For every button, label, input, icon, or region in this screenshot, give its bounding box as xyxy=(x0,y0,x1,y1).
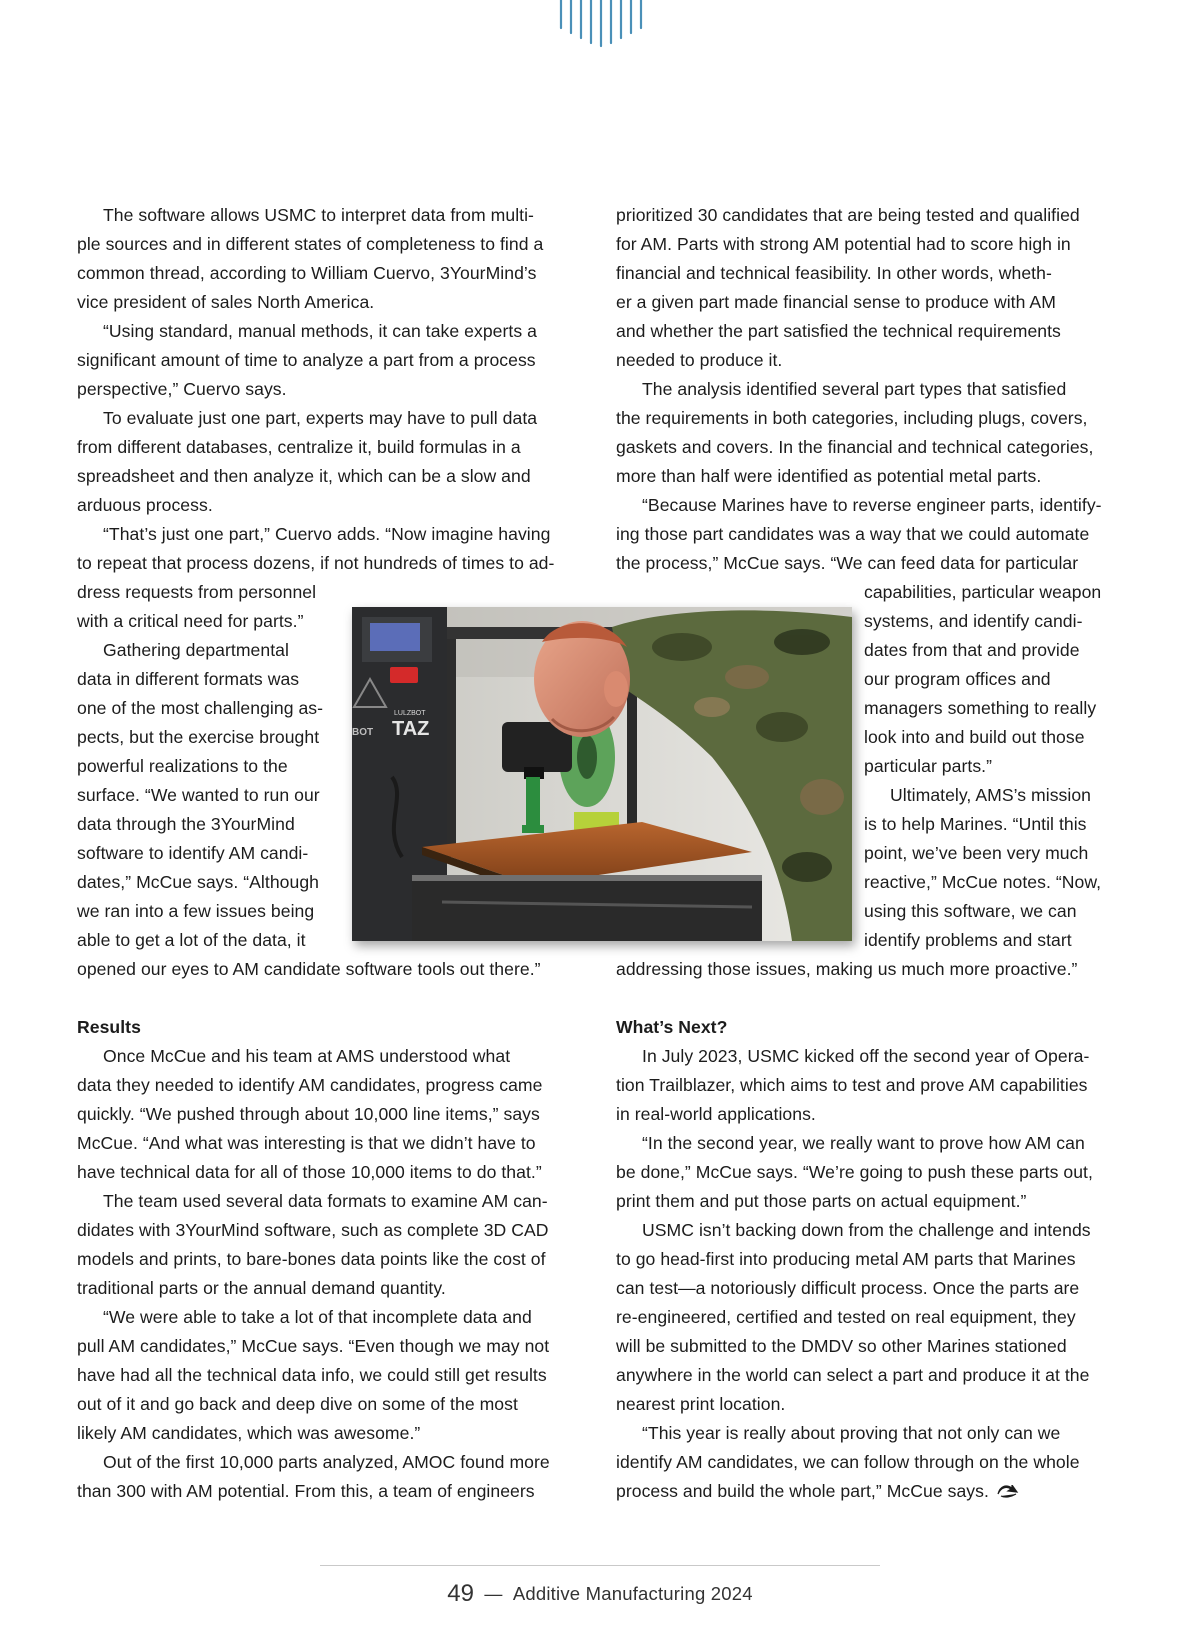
text-line: “Using standard, manual methods, it can take experts a xyxy=(103,321,537,341)
text-line: Gathering departmental xyxy=(103,640,289,660)
section-heading: Results xyxy=(77,1017,141,1037)
text-line: with a critical need for parts.” xyxy=(77,611,304,631)
text-line: is to help Marines. “Until this xyxy=(864,814,1087,834)
text-line: from different databases, centralize it, build formulas in a xyxy=(77,437,521,457)
text-line: needed to produce it. xyxy=(616,350,783,370)
text-line: models and prints, to bare-bones data points like the cost of xyxy=(77,1249,546,1269)
text-line: to go head-first into producing metal AM parts that Marines xyxy=(616,1249,1076,1269)
text-line: in real-world applications. xyxy=(616,1104,816,1124)
text-line: dress requests from personnel xyxy=(77,582,317,602)
text-line: common thread, according to William Cuervo, 3YourMind’s xyxy=(77,263,537,283)
text-line: prioritized 30 candidates that are being tested and qualified xyxy=(616,205,1080,225)
text-line: point, we’ve been very much xyxy=(864,843,1089,863)
footer-divider xyxy=(320,1565,880,1566)
text-line: spreadsheet and then analyze it, which can be a slow and xyxy=(77,466,531,486)
text-line: didates with 3YourMind software, such as complete 3D CAD xyxy=(77,1220,549,1240)
text-line: “This year is really about proving that not only can we xyxy=(642,1423,1061,1443)
text-line: our program offices and xyxy=(864,669,1051,689)
text-line: more than half were identified as potential metal parts. xyxy=(616,466,1042,486)
text-line: Out of the first 10,000 parts analyzed, AMOC found more xyxy=(103,1452,550,1472)
text-line: The analysis identified several part types that satisfied xyxy=(642,379,1067,399)
text-line: perspective,” Cuervo says. xyxy=(77,379,287,399)
text-line: ple sources and in different states of completeness to find a xyxy=(77,234,544,254)
text-line: look into and build out those xyxy=(864,727,1085,747)
text-line: able to get a lot of the data, it xyxy=(77,930,306,950)
text-line: re-engineered, certified and tested on real equipment, they xyxy=(616,1307,1076,1327)
text-line: nearest print location. xyxy=(616,1394,786,1414)
printer-side-label: BOT xyxy=(352,727,374,738)
text-line: than 300 with AM potential. From this, a team of engineers xyxy=(77,1481,535,1501)
page-footer xyxy=(0,1580,1200,1608)
publication-title: Additive Manufacturing 2024 xyxy=(512,1583,753,1604)
text-line: to repeat that process dozens, if not hundreds of times to ad- xyxy=(77,553,555,573)
text-line: using this software, we can xyxy=(864,901,1077,921)
text-line: To evaluate just one part, experts may have to pull data xyxy=(103,408,538,428)
text-line: be done,” McCue says. “We’re going to push these parts out, xyxy=(616,1162,1093,1182)
text-line: dates,” McCue says. “Although xyxy=(77,872,320,892)
text-line: The software allows USMC to interpret data from multi- xyxy=(103,205,534,225)
text-line: anywhere in the world can select a part and produce it at the xyxy=(616,1365,1090,1385)
text-line: er a given part made financial sense to produce with AM xyxy=(616,292,1056,312)
text-line: the requirements in both categories, including plugs, covers, xyxy=(616,408,1088,428)
page-number: 49 xyxy=(447,1580,474,1607)
text-line: Once McCue and his team at AMS understood what xyxy=(103,1046,511,1066)
text-line: quickly. “We pushed through about 10,000 line items,” says xyxy=(77,1104,540,1124)
text-line: data through the 3YourMind xyxy=(77,814,295,834)
text-line: opened our eyes to AM candidate software tools out there.” xyxy=(77,959,541,979)
text-line: can test—a notoriously difficult process. Once the parts are xyxy=(616,1278,1080,1298)
text-line: the process,” McCue says. “We can feed data for particular xyxy=(616,553,1079,573)
header-lines-decoration xyxy=(559,0,643,48)
text-line: data they needed to identify AM candidates, progress came xyxy=(77,1075,543,1095)
text-line: Ultimately, AMS’s mission xyxy=(890,785,1092,805)
text-line: pull AM candidates,” McCue says. “Even though we may not xyxy=(77,1336,550,1356)
text-line: out of it and go back and deep dive on some of the most xyxy=(77,1394,518,1414)
text-line: surface. “We wanted to run our xyxy=(77,785,320,805)
text-line: “We were able to take a lot of that incomplete data and xyxy=(103,1307,532,1327)
text-line: data in different formats was xyxy=(77,669,300,689)
text-line: dates from that and provide xyxy=(864,640,1080,660)
text-line: McCue. “And what was interesting is that we didn’t have to xyxy=(77,1133,536,1153)
text-line: reactive,” McCue notes. “Now, xyxy=(864,872,1102,892)
text-line: traditional parts or the annual demand quantity. xyxy=(77,1278,446,1298)
text-line: ing those part candidates was a way that we could automate xyxy=(616,524,1090,544)
text-line: and whether the part satisfied the technical requirements xyxy=(616,321,1061,341)
text-line: USMC isn’t backing down from the challenge and intends xyxy=(642,1220,1091,1240)
text-line: capabilities, particular weapon xyxy=(864,582,1102,602)
printer-brand-label: LULZBOT xyxy=(394,710,426,717)
text-line: arduous process. xyxy=(77,495,213,515)
text-line: managers something to really xyxy=(864,698,1097,718)
article-photo xyxy=(352,607,852,941)
text-line: print them and put those parts on actual equipment.” xyxy=(616,1191,1027,1211)
section-heading: What’s Next? xyxy=(616,1017,728,1037)
text-line: likely AM candidates, which was awesome.” xyxy=(77,1423,421,1443)
end-of-article-icon xyxy=(997,1485,1019,1499)
text-line: vice president of sales North America. xyxy=(77,292,375,312)
text-line: have had all the technical data info, we could still get results xyxy=(77,1365,547,1385)
text-line: will be submitted to the DMDV so other Marines stationed xyxy=(616,1336,1067,1356)
text-line: powerful realizations to the xyxy=(77,756,288,776)
text-line: identify problems and start xyxy=(864,930,1072,950)
text-line: “Because Marines have to reverse engineer parts, identify- xyxy=(642,495,1102,515)
text-line: gaskets and covers. In the financial and technical categories, xyxy=(616,437,1094,457)
text-line: have technical data for all of those 10,000 items to do that.” xyxy=(77,1162,542,1182)
text-line: addressing those issues, making us much more proactive.” xyxy=(616,959,1078,979)
printer-model-label: TAZ xyxy=(392,718,430,740)
text-line: particular parts.” xyxy=(864,756,993,776)
text-line: software to identify AM candi- xyxy=(77,843,309,863)
text-line: we ran into a few issues being xyxy=(77,901,315,921)
text-line: tion Trailblazer, which aims to test and prove AM capabilities xyxy=(616,1075,1088,1095)
text-line: The team used several data formats to examine AM can- xyxy=(103,1191,548,1211)
text-line: pects, but the exercise brought xyxy=(77,727,320,747)
footer-dash: — xyxy=(484,1583,503,1604)
text-line: significant amount of time to analyze a part from a process xyxy=(77,350,536,370)
printer-photo-illustration xyxy=(352,607,852,941)
text-line: process and build the whole part,” McCue says. xyxy=(616,1477,1019,1506)
text-line: financial and technical feasibility. In other words, wheth- xyxy=(616,263,1052,283)
text-line: “That’s just one part,” Cuervo adds. “Now imagine having xyxy=(103,524,551,544)
text-line: one of the most challenging as- xyxy=(77,698,324,718)
text-line: In July 2023, USMC kicked off the second year of Opera- xyxy=(642,1046,1090,1066)
text-line: identify AM candidates, we can follow through on the whole xyxy=(616,1452,1080,1472)
text-line: systems, and identify candi- xyxy=(864,611,1083,631)
text-line: “In the second year, we really want to prove how AM can xyxy=(642,1133,1085,1153)
text-line: for AM. Parts with strong AM potential had to score high in xyxy=(616,234,1071,254)
